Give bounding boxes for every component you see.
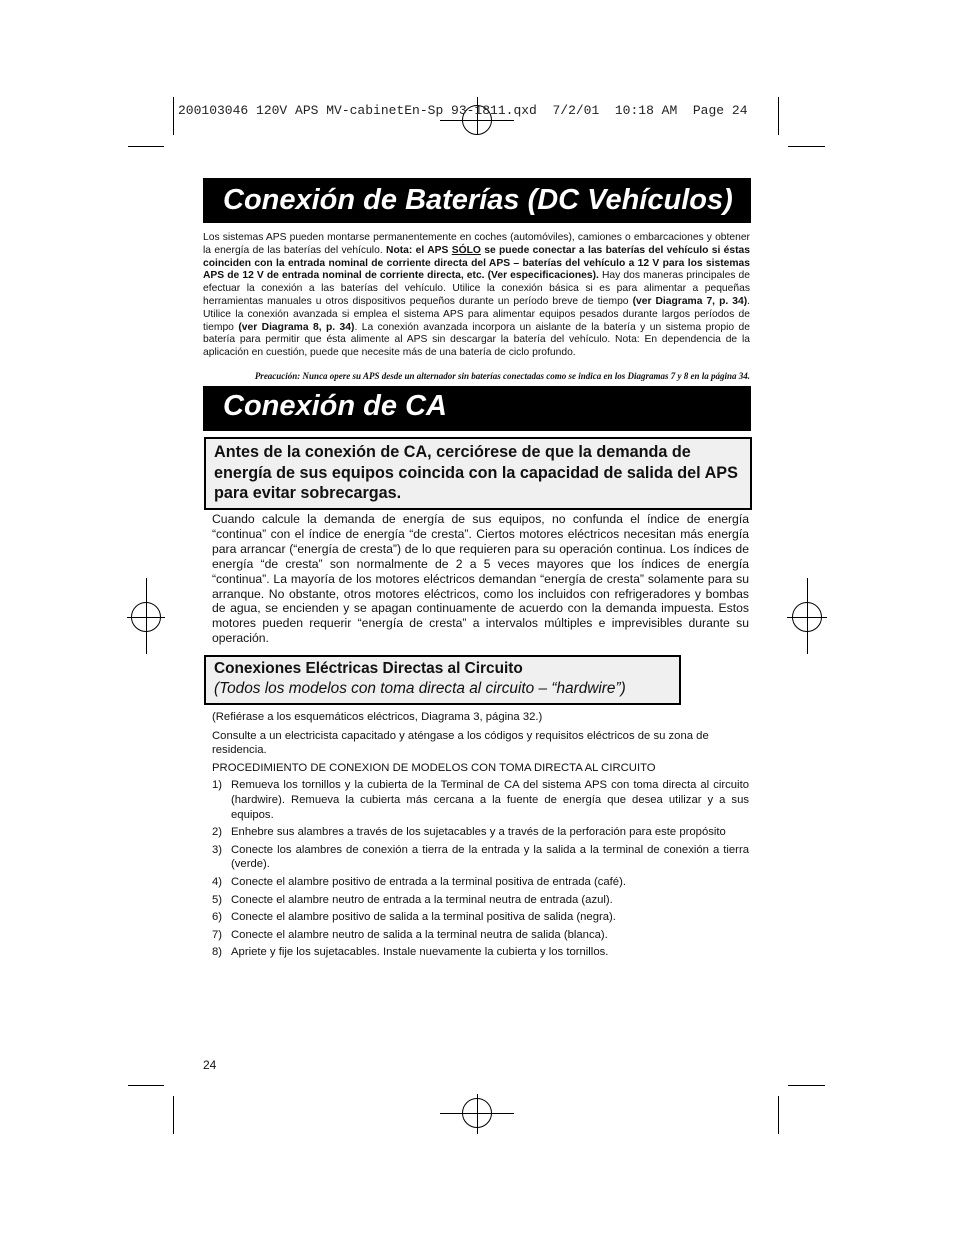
consult-electrician: Consulte a un electricista capacitado y aténgase a los códigos y requisitos eléctricos de su zona de residencia. [212,729,709,757]
procedure-steps [212,778,749,960]
step-text: Remueva los tornillos y la cubierta de la Terminal de CA del sistema APS con toma directa al circuito (hardwire). Remueva la cubierta más cercana a la fuente de energía que desea utilizar y a sus equipos. [231,779,749,821]
power-demand-paragraph: Cuando calcule la demanda de energía de sus equipos, no confunda el índice de energía “continua” con el índice de energía “de cresta”. Ciertos motores eléctricos necesitan más energía para arrancar (“energía de cresta”) de lo que requieren para su operación continua. Los índices de energía “de cresta” son normalmente de 2 a 5 veces mayores que los índices de energía “continua”. La mayoría de los motores eléctricos demandan “energía de cresta” solamente para su arranque. No obstante, otros motores eléctricos, como los incluidos con refrigeradores y bombas de agua, se encienden y se apagan continuamente de acuerdo con la demanda impuesta. Estos motores pueden requerir “energía de cresta” a intervalos múltiples e imprevisibles durante su operación. [212,512,749,646]
step-text: Conecte el alambre neutro de entrada a la terminal neutra de entrada (azul). [231,893,613,906]
step-number: 4) [212,875,223,888]
intro-text-3: . Utilice la conexión avanzada si emplea el sistema APS para alimentar equipos pesados durante largos períodos de tiempo [203,295,751,333]
list-item [212,928,749,943]
schematic-reference: (Refiérase a los esquemáticos eléctricos, Diagrama 3, página 32.) [212,711,543,723]
list-item [212,843,749,872]
step-number: 6) [212,911,223,924]
step-number: 2) [212,826,223,839]
crop-mark-tl-h [128,146,164,147]
intro-text-4: . La conexión avanzada incorpora un aislante de la batería y un sistema propio de batería para permitir que ésta alimente al APS sin descargar la batería del vehículo. Nota: En dependencia de la aplicación en cuestión, puede que necesite más de una batería de ciclo profundo. [203,321,750,359]
note-text: se puede conectar a las baterías del vehículo si éstas coinciden con la entrada nominal de corriente directa del APS – baterías del vehículo a 12 V para los sistemas APS de 12 V de entrada nominal de corriente directa, etc. (Ver especificaciones). [203,244,750,282]
subsection-subtitle: (Todos los modelos con toma directa al circuito – “hardwire”) [214,680,626,697]
list-item [212,778,749,822]
hardwire-subsection-box [204,655,681,705]
intro-text-1: Los sistemas APS pueden montarse permanentemente en coches (automóviles), camiones o embarcaciones y obtener la energía de las baterías del vehículo. [203,232,750,256]
subsection-title: Conexiones Eléctricas Directas al Circuito [214,660,523,677]
step-text: Enhebre sus alambres a través de los sujetacables y a través de la perforación para este propósito [231,826,726,839]
step-text: Conecte el alambre positivo de entrada a la terminal positiva de entrada (café). [231,875,626,888]
crop-mark-br-v [778,1096,779,1134]
procedure-heading: PROCEDIMIENTO DE CONEXION DE MODELOS CON TOMA DIRECTA AL CIRCUITO [212,761,656,774]
section-title-ac [203,386,751,431]
section-title-battery-text: Conexión de Baterías (DC Vehículos) [223,184,733,216]
step-number: 8) [212,946,223,959]
note-solo: SÓLO [451,244,481,256]
crop-mark-bl-v [173,1096,174,1134]
warning-box [204,437,752,510]
note-label: Nota: el APS [386,244,452,256]
step-text: Conecte el alambre neutro de salida a la terminal neutra de salida (blanca). [231,928,608,941]
list-item [212,825,749,840]
list-item [212,910,749,925]
crop-mark-bl-h [128,1085,164,1086]
crop-mark-tr-v [778,97,779,135]
step-number: 7) [212,928,223,941]
step-number: 1) [212,779,223,792]
step-number: 5) [212,893,223,906]
page-number: 24 [203,1058,217,1072]
list-item [212,875,749,890]
step-text: Conecte los alambres de conexión a tierra de la entrada y la salida a la terminal de conexión a tierra (verde). [231,843,749,871]
crop-mark-br-h [788,1085,825,1086]
crop-mark-tl-v [173,97,174,135]
diagram-ref-8: (ver Diagrama 8, p. 34) [238,321,355,333]
diagram-ref-7: (ver Diagrama 7, p. 34) [632,295,748,307]
warning-text: Antes de la conexión de CA, cerciórese de que la demanda de energía de sus equipos coincida con la capacidad de salida del APS para evitar sobrecargas. [214,443,738,502]
section-title-ac-text: Conexión de CA [223,390,447,422]
step-text: Apriete y fije los sujetacables. Instale nuevamente la cubierta y los tornillos. [231,946,609,959]
step-text: Conecte el alambre positivo de salida a la terminal positiva de salida (negra). [231,911,616,924]
caution-note: Preacución: Nunca opere su APS desde un alternador sin baterías conectadas como se indica en los Diagramas 7 y 8 en la página 34. [254,371,750,381]
crop-mark-tr-h [788,146,825,147]
list-item [212,893,749,908]
print-header: 200103046 120V APS MV-cabinetEn-Sp 93-1811.qxd 7/2/01 10:18 AM Page 24 [178,103,748,118]
list-item [212,945,749,960]
battery-intro-paragraph [203,232,750,360]
section-title-battery [203,178,751,223]
hardwire-instructions [212,710,749,963]
intro-text-2: Hay dos maneras principales de efectuar la conexión a las baterías del vehículo. Utilice la conexión básica si es para alimentar a pequeñas herramientas manuales u otros dispositivos pequeños durante un período breve de tiempo [203,270,750,307]
step-number: 3) [212,843,223,856]
